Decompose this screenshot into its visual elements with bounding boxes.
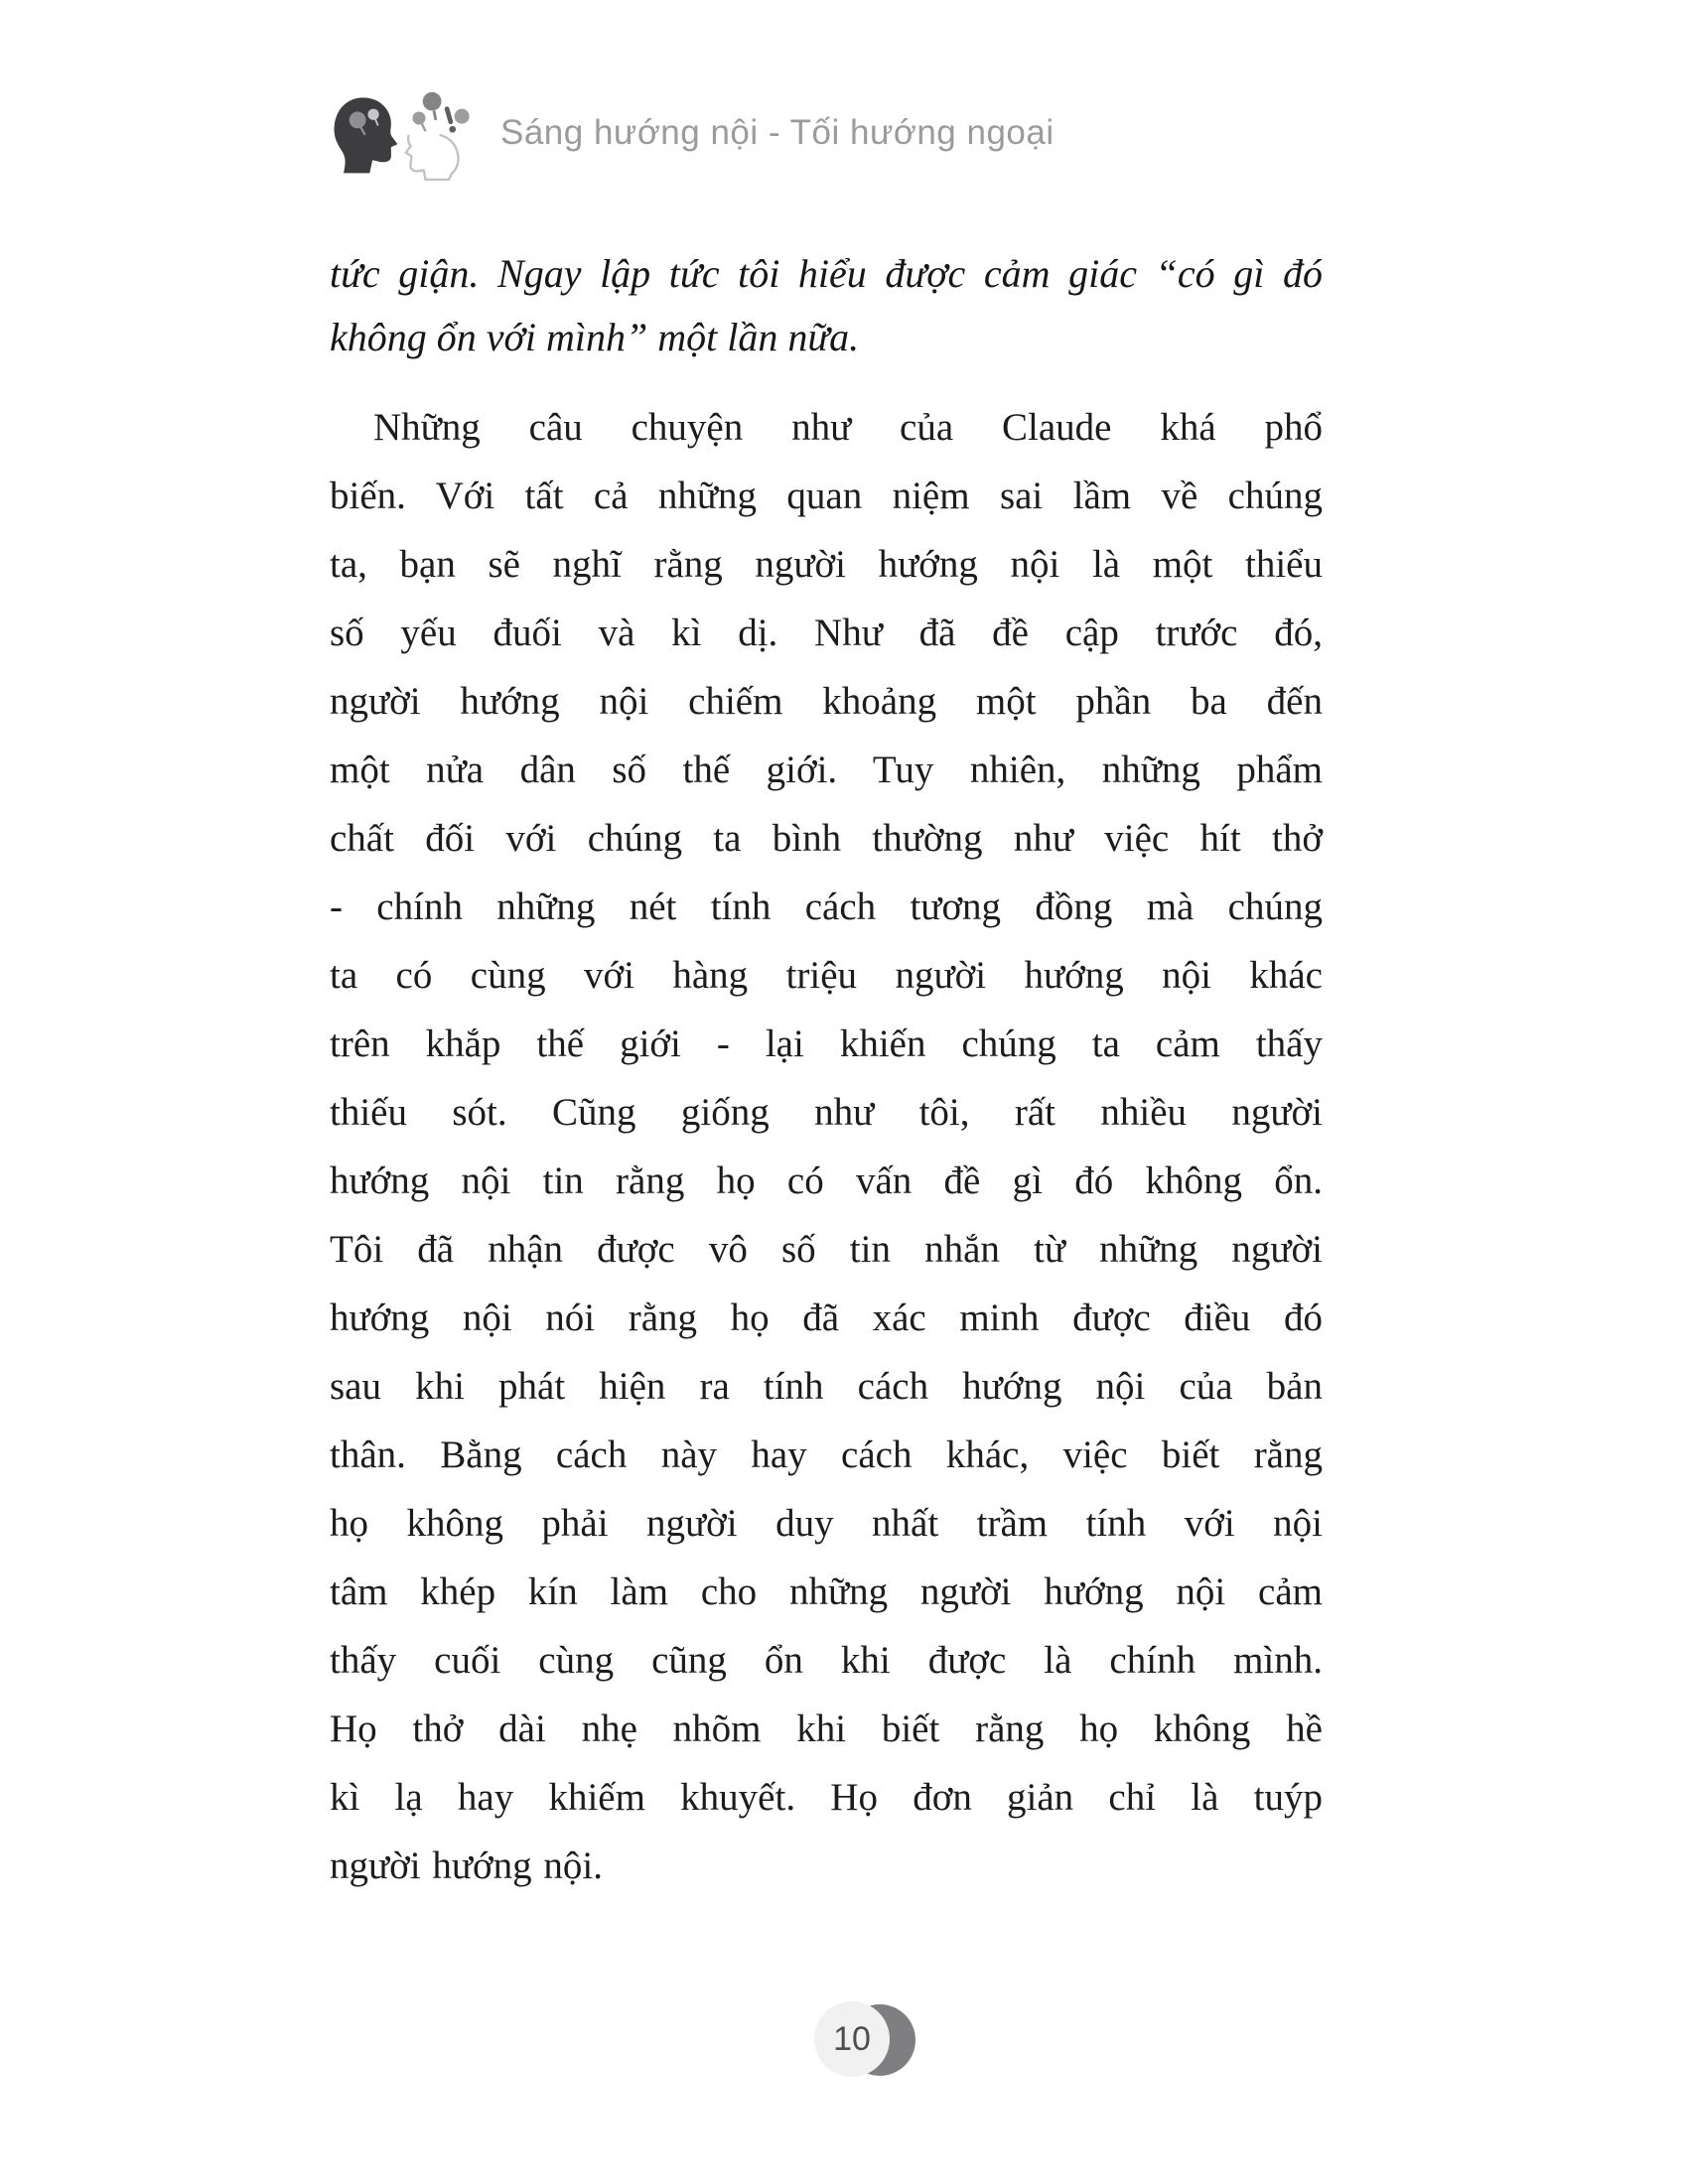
body-line: ta, bạn sẽ nghĩ rằng người hướng nội là một thiểu	[330, 543, 1323, 586]
body-line: số yếu đuối và kì dị. Như đã đề cập trước đó,	[330, 612, 1323, 654]
body-line: thiếu sót. Cũng giống như tôi, rất nhiều người	[330, 1091, 1323, 1134]
body-line: Những câu chuyện như của Claude khá phổ	[373, 406, 1323, 449]
body-line: chất đối với chúng ta bình thường như việc hít thở	[330, 817, 1323, 860]
page-number-circle	[814, 2001, 890, 2077]
page-number-badge	[814, 2001, 917, 2079]
body-line: một nửa dân số thế giới. Tuy nhiên, những phẩm	[330, 749, 1323, 791]
body-line: thân. Bằng cách này hay cách khác, việc biết rằng	[330, 1433, 1323, 1476]
body-line: kì lạ hay khiếm khuyết. Họ đơn giản chỉ là tuýp	[330, 1776, 1323, 1819]
body-line: tâm khép kín làm cho những người hướng nội cảm	[330, 1570, 1323, 1613]
body-line: hướng nội tin rằng họ có vấn đề gì đó không ổn.	[330, 1160, 1323, 1202]
body-line: người hướng nội chiếm khoảng một phần ba đến	[330, 680, 1323, 723]
chapter-running-title: Sáng hướng nội - Tối hướng ngoại	[500, 113, 1055, 152]
body-line: Họ thở dài nhẹ nhõm khi biết rằng họ không hề	[330, 1707, 1323, 1750]
body-line: ta có cùng với hàng triệu người hướng nội khác	[330, 954, 1323, 997]
body-line: - chính những nét tính cách tương đồng mà chúng	[330, 886, 1323, 928]
quote-line: không ổn với mình” một lần nữa.	[330, 315, 860, 359]
body-line: sau khi phát hiện ra tính cách hướng nội của bản	[330, 1365, 1323, 1408]
quote-line: tức giận. Ngay lập tức tôi hiểu được cảm giác “có gì đó	[330, 251, 1323, 296]
body-line: họ không phải người duy nhất trầm tính với nội	[330, 1502, 1323, 1545]
body-line: trên khắp thế giới - lại khiến chúng ta cảm thấy	[330, 1023, 1323, 1065]
page-number: 10	[833, 2019, 871, 2058]
introvert-extrovert-heads-icon	[330, 85, 479, 181]
lead-italic-paragraph	[330, 242, 1323, 369]
body-line: người hướng nội.	[330, 1844, 603, 1887]
body-line: hướng nội nói rằng họ đã xác minh được điều đó	[330, 1297, 1323, 1339]
page-header	[330, 83, 1323, 183]
body-line: biến. Với tất cả những quan niệm sai lầm về chúng	[330, 475, 1323, 517]
body-line: thấy cuối cùng cũng ổn khi được là chính mình.	[330, 1639, 1323, 1682]
body-paragraph	[330, 393, 1323, 1900]
body-line: Tôi đã nhận được vô số tin nhắn từ những người	[330, 1228, 1323, 1271]
